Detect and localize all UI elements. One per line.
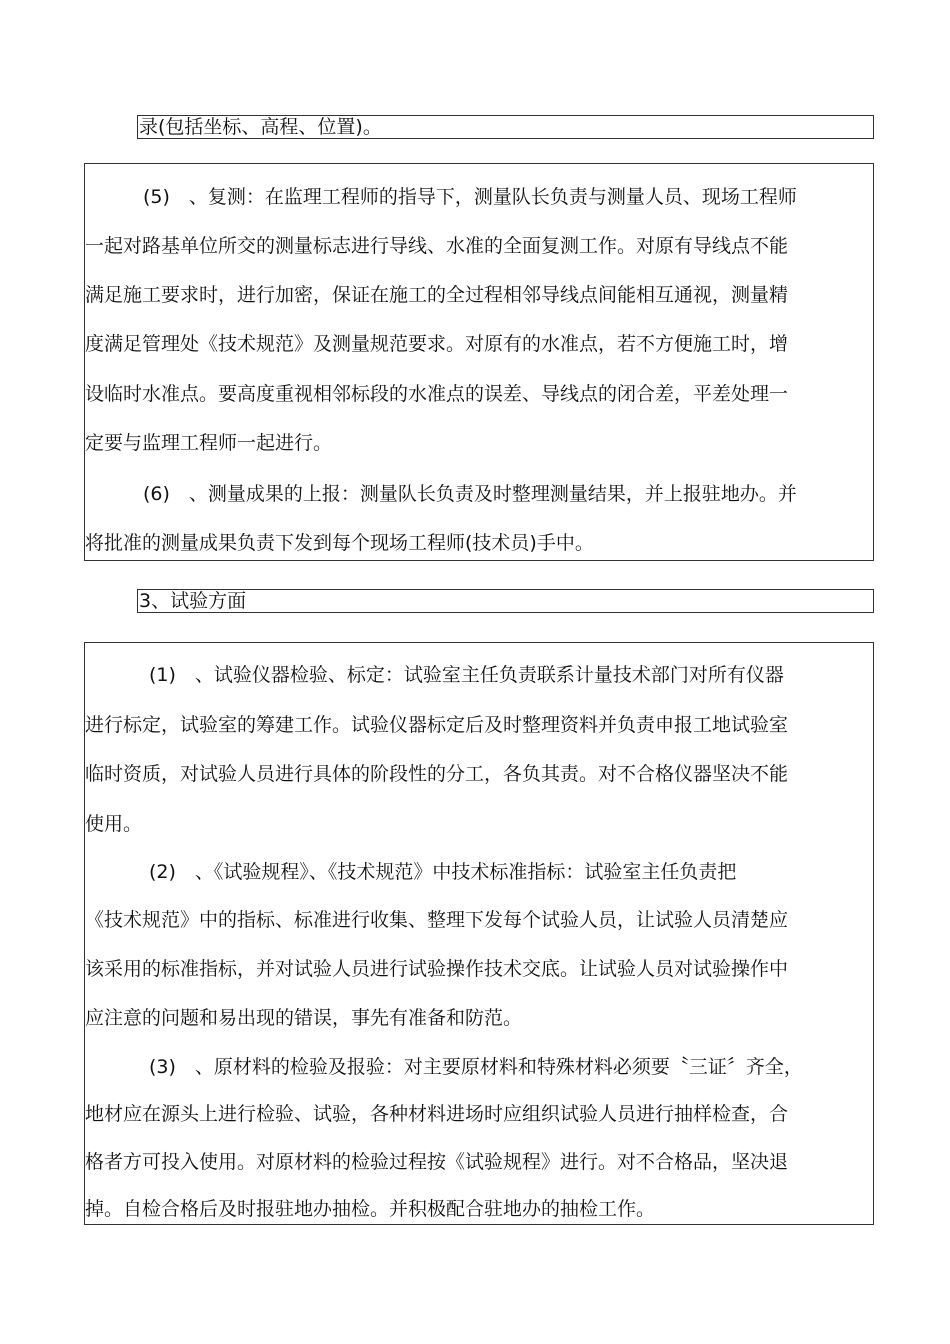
continuation-line-box bbox=[137, 115, 874, 139]
paragraph-line: 该采用的标准指标，并对试验人员进行试验操作技术交底。让试验人员对试验操作中 bbox=[85, 958, 789, 980]
paragraph-line: (5) 、复测：在监理工程师的指导下，测量队长负责与测量人员、现场工程师 bbox=[143, 186, 797, 208]
paragraph-line: 设临时水准点。要高度重视相邻标段的水准点的误差、导线点的闭合差，平差处理一 bbox=[85, 383, 789, 405]
paragraph-line: 一起对路基单位所交的测量标志进行导线、水准的全面复测工作。对原有导线点不能 bbox=[85, 235, 789, 257]
section-heading-box bbox=[137, 589, 874, 613]
paragraph-line: 应注意的问题和易出现的错误，事先有准备和防范。 bbox=[85, 1007, 523, 1029]
paragraph-line: (1) 、试验仪器检验、标定：试验室主任负责联系计量技术部门对所有仪器 bbox=[149, 664, 784, 686]
survey-section-box bbox=[84, 163, 874, 561]
paragraph-line: (2) 、《试验规程》、《技术规范》中技术标准指标：试验室主任负责把 bbox=[149, 861, 737, 883]
paragraph-line: 使用。 bbox=[85, 813, 143, 835]
paragraph-line: 格者方可投入使用。对原材料的检验过程按《试验规程》进行。对不合格品，坚决退 bbox=[85, 1151, 789, 1173]
paragraph-line: 度满足管理处《技术规范》及测量规范要求。对原有的水准点，若不方便施工时，增 bbox=[85, 333, 789, 355]
paragraph-line: 临时资质，对试验人员进行具体的阶段性的分工，各负其责。对不合格仪器坚决不能 bbox=[85, 763, 789, 785]
paragraph-line: 掉。自检合格后及时报驻地办抽检。并积极配合驻地办的抽检工作。 bbox=[85, 1198, 656, 1220]
section-heading: 3、试验方面 bbox=[139, 590, 247, 612]
paragraph-line: 进行标定，试验室的筹建工作。试验仪器标定后及时整理资料并负责申报工地试验室 bbox=[85, 714, 789, 736]
paragraph-line: 《技术规范》中的指标、标准进行收集、整理下发每个试验人员，让试验人员清楚应 bbox=[85, 909, 789, 931]
paragraph-line: 地材应在源头上进行检验、试验，各种材料进场时应组织试验人员进行抽样检查，合 bbox=[85, 1103, 789, 1125]
paragraph-line: 定要与监理工程师一起进行。 bbox=[85, 432, 333, 454]
paragraph-line: (6) 、测量成果的上报：测量队长负责及时整理测量结果，并上报驻地办。并 bbox=[143, 483, 797, 505]
paragraph-line: 满足施工要求时，进行加密，保证在施工的全过程相邻导线点间能相互通视，测量精 bbox=[85, 284, 789, 306]
paragraph-line: (3) 、原材料的检验及报验：对主要原材料和特殊材料必须要〝三证〞齐全， bbox=[149, 1056, 803, 1078]
continuation-text: 录(包括坐标、高程、位置)。 bbox=[139, 116, 382, 138]
paragraph-line: 将批准的测量成果负责下发到每个现场工程师(技术员)手中。 bbox=[85, 532, 594, 554]
testing-section-box bbox=[84, 642, 874, 1225]
